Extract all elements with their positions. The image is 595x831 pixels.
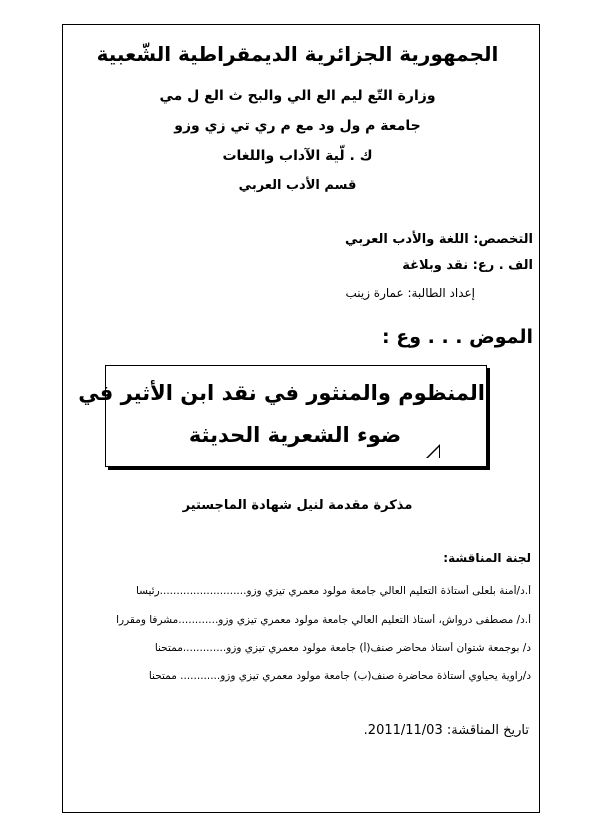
committee-member: أ.د/ مصطفى درواش، أستاذ التعليم العالي جامعة مولود معمري تيزي وزو............مشرفا ومقررا: [116, 614, 531, 626]
folded-corner-inner: [428, 447, 439, 458]
committee-label: لجنة المناقشة:: [443, 551, 531, 565]
memo-statement: مذكرة مقدمة لنيل شهادة الماجستير: [182, 498, 413, 513]
department-name: قسم الأدب العربي: [238, 178, 357, 193]
ministry-name: وزارة التّع ليم الع الي والبح ث الع ل مي: [159, 88, 436, 104]
thesis-title-line-2: ضوء الشعرية الحديثة: [188, 423, 402, 447]
defense-date: تاريخ المناقشة: 2011/11/03.: [363, 723, 529, 738]
university-name: جامعة م ول ود مع م ري تي زي وزو: [174, 118, 421, 134]
prepared-by: إعداد الطالبة: عمارة زينب: [345, 286, 475, 300]
branch: الف . رع: نقد وبلاغة: [402, 258, 533, 273]
committee-member: د/ بوجمعة شتوان أستاذ محاضر صنف(أ) جامعة مولود معمري تيزي وزو.............ممتحنا: [154, 642, 531, 654]
republic-title: الجمهورية الجزائرية الديمقراطية الشّعبية: [96, 42, 499, 66]
committee-member: د/راوية يحياوي أستاذة محاضرة صنف(ب) جامعة مولود معمري تيزي وزو............ ممتحنا: [148, 670, 531, 682]
specialty: التخصص: اللغة والأدب العربي: [345, 232, 533, 247]
subject-label: الموض . . . وع :: [382, 326, 533, 348]
faculty-name: ك . لّية الآداب واللغات: [222, 148, 373, 164]
committee-member: أ.د/أمنة بلعلى أستاذة التعليم العالي جامعة مولود معمري تيزي وزو..........................رئيسا: [135, 585, 531, 597]
thesis-title-line-1: المنظوم والمنثور في نقد ابن الأثير في: [78, 381, 485, 405]
